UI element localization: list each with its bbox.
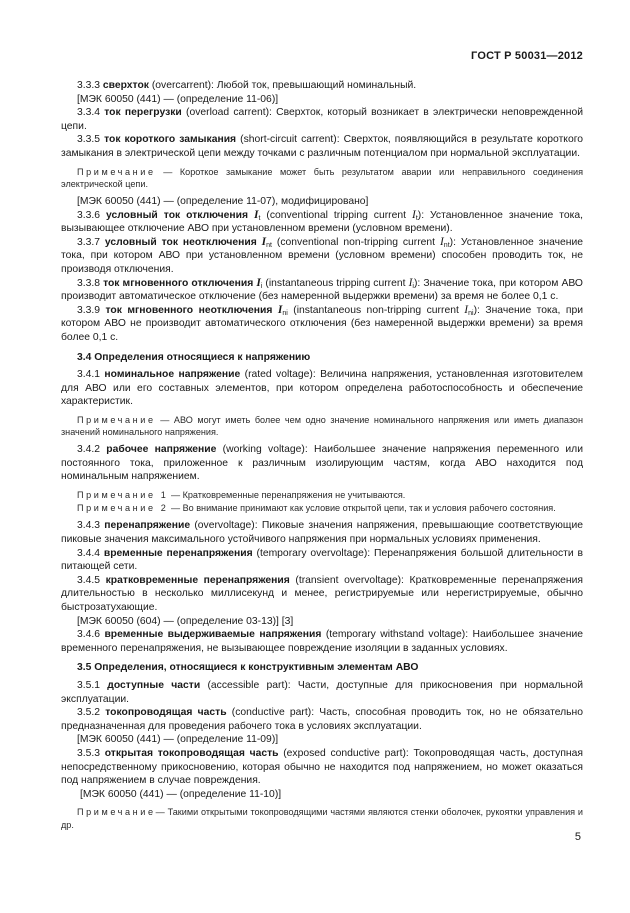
- definition-3-3-4: 3.3.4 ток перегрузки (overload carrent): Сверхток, который возникает в электрически неповрежденной цепи.: [61, 107, 584, 132]
- page-number: 5: [574, 831, 581, 843]
- reference: [МЭК 60050 (604) — (определение 03-13)] [3]: [77, 615, 294, 627]
- definition-3-5-2: 3.5.2 токопроводящая часть (conductive part): Часть, способная проводить ток, но не обязательно предназначенная для проведения рабочего тока в условиях эксплуатации.: [61, 707, 583, 732]
- definition-3-5-1: 3.5.1 доступные части (accessible part): Части, доступные для прикосновения при нормальной эксплуатации.: [61, 680, 583, 705]
- note: Примечание — АВО могут иметь более чем одно значение номинального напряжения или иметь диапазон значений номинального напряжения.: [61, 414, 583, 438]
- term: кратковременные перенапряжения: [105, 574, 290, 586]
- definition-3-3-3: 3.3.3 сверхток (overcarrent): Любой ток, превышающий номинальный.: [77, 80, 417, 91]
- term: рабочее напряжение: [106, 444, 217, 456]
- section-heading-3-4: 3.4 Определения относящиеся к напряжению: [77, 351, 311, 363]
- term: временные перенапряжения: [103, 547, 253, 559]
- definition-3-4-3: 3.4.3 перенапряжение (overvoltage): Пиковые значения напряжения, превышающие соответствующие пиковые значения максимального устойчивого напряжения при нормальных условиях применения.: [61, 520, 583, 546]
- reference: [МЭК 60050 (441) — (определение 11-07), модифицировано]: [77, 195, 369, 207]
- term: перенапряжение: [104, 520, 191, 532]
- note: Примечание 2 — Во внимание принимают как условие открытой цепи, так и условия рабочего состояния.: [77, 503, 556, 514]
- document-header: ГОСТ Р 50031—2012: [471, 50, 583, 62]
- note: Примечание— Такими открытыми токопроводящими частями являются стенки оболочек, рукоятки управления и др.: [61, 807, 583, 830]
- definition-3-3-6: 3.3.6 условный ток отключения $I_t$ (conventional tripping current $I_t$): Установленное значение тока, вызывающее отключение АВО при установленном времени (условном времени).: [61, 208, 583, 235]
- term: токопроводящая часть: [105, 707, 227, 719]
- definition-3-4-2: 3.4.2 рабочее напряжение (working voltage): Наибольшее значение напряжения переменного или постоянного тока, приложенное к различным изолирующим частям, когда АВО находится под номинальным напряжением.: [61, 444, 583, 483]
- reference: [МЭК 60050 (441) — (определение 11-09)]: [77, 734, 279, 746]
- definition-3-3-5: 3.3.5 ток короткого замыкания (short-circuit carrent): Сверхток, появляющийся в результате короткого замыкания в электрической цепи между точками с различным потенциалом при нормальной эксплуатации.: [61, 134, 584, 159]
- term: сверхток: [102, 80, 149, 91]
- term: номинальное напряжение: [104, 369, 241, 381]
- definition-3-4-6: 3.4.6 временные выдерживаемые напряжения (temporary withstand voltage): Наибольшее значение временного перенапряжения, не вызывающее повреждение изоляции в заданных условиях.: [61, 629, 583, 654]
- note: Примечание 1 — Кратковременные перенапряжения не учитываются.: [77, 490, 406, 501]
- definition-3-3-7: 3.3.7 условный ток неотключения $I_{nt}$ (conventional non-tripping current $I_{nt}$): Установленное значение тока, при котором АВО при установленном времени (условном времени) способен проводить ток, не производя отключения.: [61, 235, 583, 275]
- definition-3-4-5: 3.4.5 кратковременные перенапряжения (transient overvoltage): Кратковременные перенапряжения длительностью в несколько миллисекунд и менее, регистрируемые или нерегистрируемые, обычно быстрозатухающие.: [61, 574, 583, 614]
- term: временные выдерживаемые напряжения: [104, 629, 322, 641]
- definition-3-4-4: 3.4.4 временные перенапряжения (temporary overvoltage): Перенапряжения большой длительности в питающей сети.: [61, 547, 583, 573]
- definition-3-5-3: 3.5.3 открытая токопроводящая часть (exposed conductive part): Токопроводящая часть, доступная непосредственному прикосновению, которая обычно не находится под напряжением, но может оказаться под напряжением в случае повреждения.: [61, 747, 583, 787]
- reference: [МЭК 60050 (441) — (определение 11-10)]: [80, 788, 282, 800]
- document-body: [61, 79, 583, 836]
- reference: [МЭК 60050 (441) — (определение 11-06)]: [77, 93, 279, 105]
- term: ток короткого замыкания: [104, 134, 237, 146]
- term: ток перегрузки: [104, 107, 182, 119]
- note: Примечание — Короткое замыкание может быть результатом аварии или неправильного соединения электрической цепи.: [61, 166, 583, 189]
- term: открытая токопроводящая часть: [104, 747, 279, 759]
- term: доступные части: [107, 680, 201, 691]
- definition-3-3-9: 3.3.9 ток мгновенного неотключения $I_{ni}$ (instantaneous non-tripping current $I_{ni}$): Значение тока, при котором АВО не производит автоматического отключения (без намеренной выдержки времени) за время более 0,1 с.: [61, 303, 583, 343]
- section-heading-3-5: 3.5 Определения, относящиеся к конструктивным элементам АВО: [77, 662, 419, 674]
- definition-3-3-8: 3.3.8 ток мгновенного отключения $I_i$ (instantaneous tripping current $I_i$): Значение тока, при котором АВО производит автоматическое отключение (без намеренной выдержки времени) за время не более 0,1 с.: [61, 276, 583, 303]
- definition-3-4-1: 3.4.1 номинальное напряжение (rated voltage): Величина напряжения, установленная изготовителем для АВО или его составных элементов, при котором определена работоспособность и обеспечение характеристик.: [61, 369, 583, 408]
